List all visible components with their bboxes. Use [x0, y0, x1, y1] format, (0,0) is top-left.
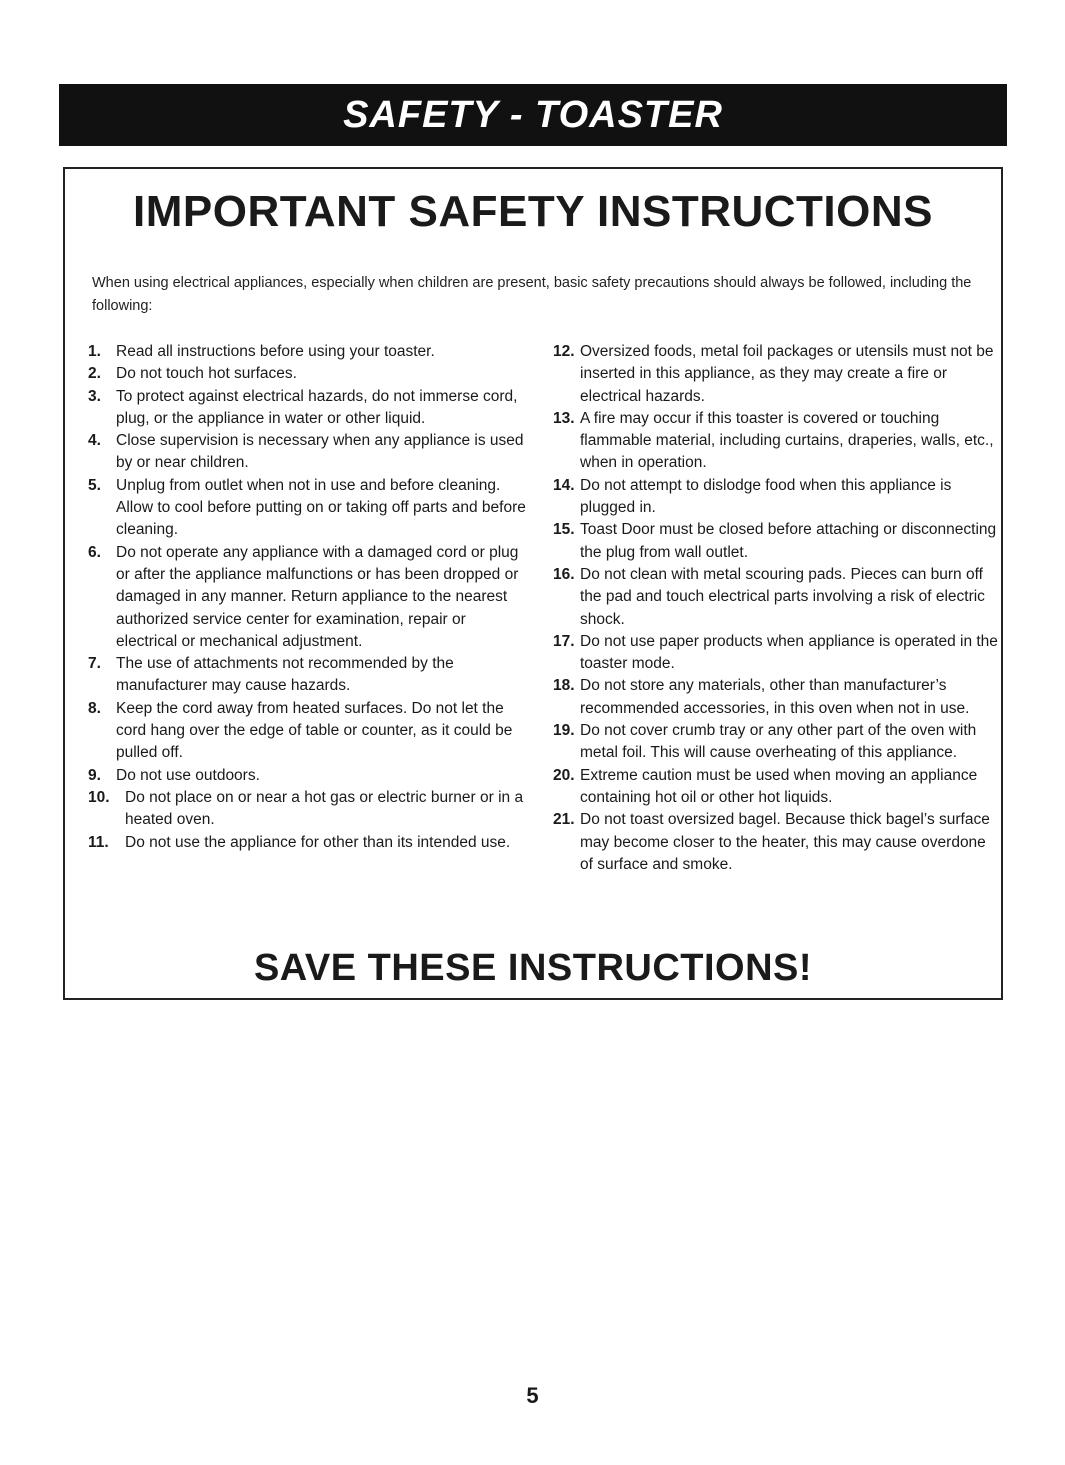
instruction-number: 19.: [553, 722, 575, 740]
instruction-item: [553, 765, 998, 810]
instruction-number: 1.: [88, 343, 101, 360]
instruction-number: 10.: [88, 788, 110, 806]
instruction-number: 2.: [88, 365, 101, 383]
section-banner-title: SAFETY - TOASTER: [343, 93, 723, 136]
instruction-text: Do not store any materials, other than manufacturer’s recommended accessories, in this oven when not in use.: [580, 677, 970, 717]
instruction-text: Do not clean with metal scouring pads. Pieces can burn off the pad and touch electrical parts involving a risk of electric shock.: [580, 565, 985, 628]
instruction-item: [88, 386, 528, 431]
instruction-item: [553, 408, 998, 475]
instruction-text: Do not toast oversized bagel. Because thick bagel’s surface may become closer to the heater, this may cause overdone of surface and smoke.: [580, 811, 990, 873]
instruction-number: 15.: [553, 521, 575, 539]
instruction-number: 11.: [88, 833, 109, 851]
instruction-item: [88, 475, 528, 542]
instruction-item: [553, 341, 998, 408]
instruction-item: [553, 519, 998, 564]
instruction-text: Do not operate any appliance with a damaged cord or plug or after the appliance malfunctions or has been dropped or damaged in any manner. Return appliance to the nearest authorized service center for examination, repair or electrical or mechanical adjustment.: [116, 543, 519, 650]
instruction-number: 4.: [88, 432, 101, 450]
instruction-number: 14.: [553, 476, 575, 494]
instruction-item: [88, 765, 528, 787]
instruction-number: 12.: [553, 343, 575, 360]
instruction-text: Toast Door must be closed before attaching or disconnecting the plug from wall outlet.: [580, 521, 997, 561]
section-banner: [59, 84, 1007, 146]
page-title: IMPORTANT SAFETY INSTRUCTIONS: [133, 187, 933, 236]
instruction-text: Do not use outdoors.: [116, 766, 260, 784]
instruction-text: Read all instructions before using your toaster.: [116, 343, 435, 360]
instruction-text: Do not touch hot surfaces.: [116, 365, 297, 383]
instruction-item: [553, 675, 998, 720]
instruction-text: Do not attempt to dislodge food when this appliance is plugged in.: [580, 476, 952, 517]
intro-paragraph: When using electrical appliances, especially when children are present, basic safety precautions should always be followed, including the following:: [92, 275, 972, 314]
instruction-text: Keep the cord away from heated surfaces. Do not let the cord hang over the edge of table or counter, as it could be pulled off.: [116, 699, 513, 762]
instruction-number: 8.: [88, 699, 101, 717]
instruction-item: [88, 698, 528, 765]
instruction-text: Do not place on or near a hot gas or electric burner or in a heated oven.: [125, 788, 524, 829]
instruction-item: [88, 653, 528, 698]
page-number: 5: [526, 1383, 539, 1408]
instruction-item: [88, 341, 528, 363]
instruction-number: 20.: [553, 766, 575, 784]
instruction-number: 21.: [553, 811, 575, 829]
instruction-text: To protect against electrical hazards, do not immerse cord, plug, or the appliance in water or other liquid.: [116, 387, 518, 427]
instruction-item: [88, 363, 528, 385]
instruction-number: 13.: [553, 409, 575, 427]
instruction-item: [553, 475, 998, 520]
instruction-text: A fire may occur if this toaster is covered or touching flammable material, including curtains, draperies, walls, etc., when in operation.: [580, 409, 994, 472]
save-instructions-title: SAVE THESE INSTRUCTIONS!: [253, 947, 813, 989]
instruction-number: 3.: [88, 387, 101, 405]
instruction-item: [88, 832, 528, 854]
instructions-column-right: [553, 341, 998, 876]
instruction-number: 9.: [88, 766, 101, 784]
instruction-text: Do not use paper products when appliance is operated in the toaster mode.: [580, 632, 998, 673]
instruction-item: [88, 430, 528, 475]
safety-instructions-box: [63, 167, 1003, 1000]
instruction-number: 7.: [88, 655, 101, 673]
instruction-item: [88, 787, 528, 832]
instruction-item: [88, 542, 528, 653]
instruction-number: 17.: [553, 632, 575, 650]
instruction-number: 18.: [553, 677, 575, 695]
instruction-item: [553, 631, 998, 676]
instruction-text: Extreme caution must be used when moving an appliance containing hot oil or other hot liquids.: [580, 766, 978, 806]
instruction-number: 16.: [553, 565, 575, 583]
instruction-text: Do not cover crumb tray or any other part of the oven with metal foil. This will cause overheating of this appliance.: [580, 722, 977, 762]
instruction-text: Oversized foods, metal foil packages or utensils must not be inserted in this appliance, as they may create a fire or electrical hazards.: [580, 343, 994, 405]
instruction-item: [553, 720, 998, 765]
instruction-item: [553, 809, 998, 876]
instruction-text: Do not use the appliance for other than its intended use.: [125, 833, 511, 851]
instructions-column-left: [88, 341, 528, 854]
instruction-text: Close supervision is necessary when any appliance is used by or near children.: [116, 432, 524, 472]
instruction-text: The use of attachments not recommended by the manufacturer may cause hazards.: [116, 655, 454, 695]
instruction-number: 6.: [88, 543, 101, 561]
instruction-text: Unplug from outlet when not in use and before cleaning. Allow to cool before putting on or taking off parts and before cleaning.: [116, 476, 526, 539]
instruction-item: [553, 564, 998, 631]
instruction-number: 5.: [88, 476, 101, 494]
